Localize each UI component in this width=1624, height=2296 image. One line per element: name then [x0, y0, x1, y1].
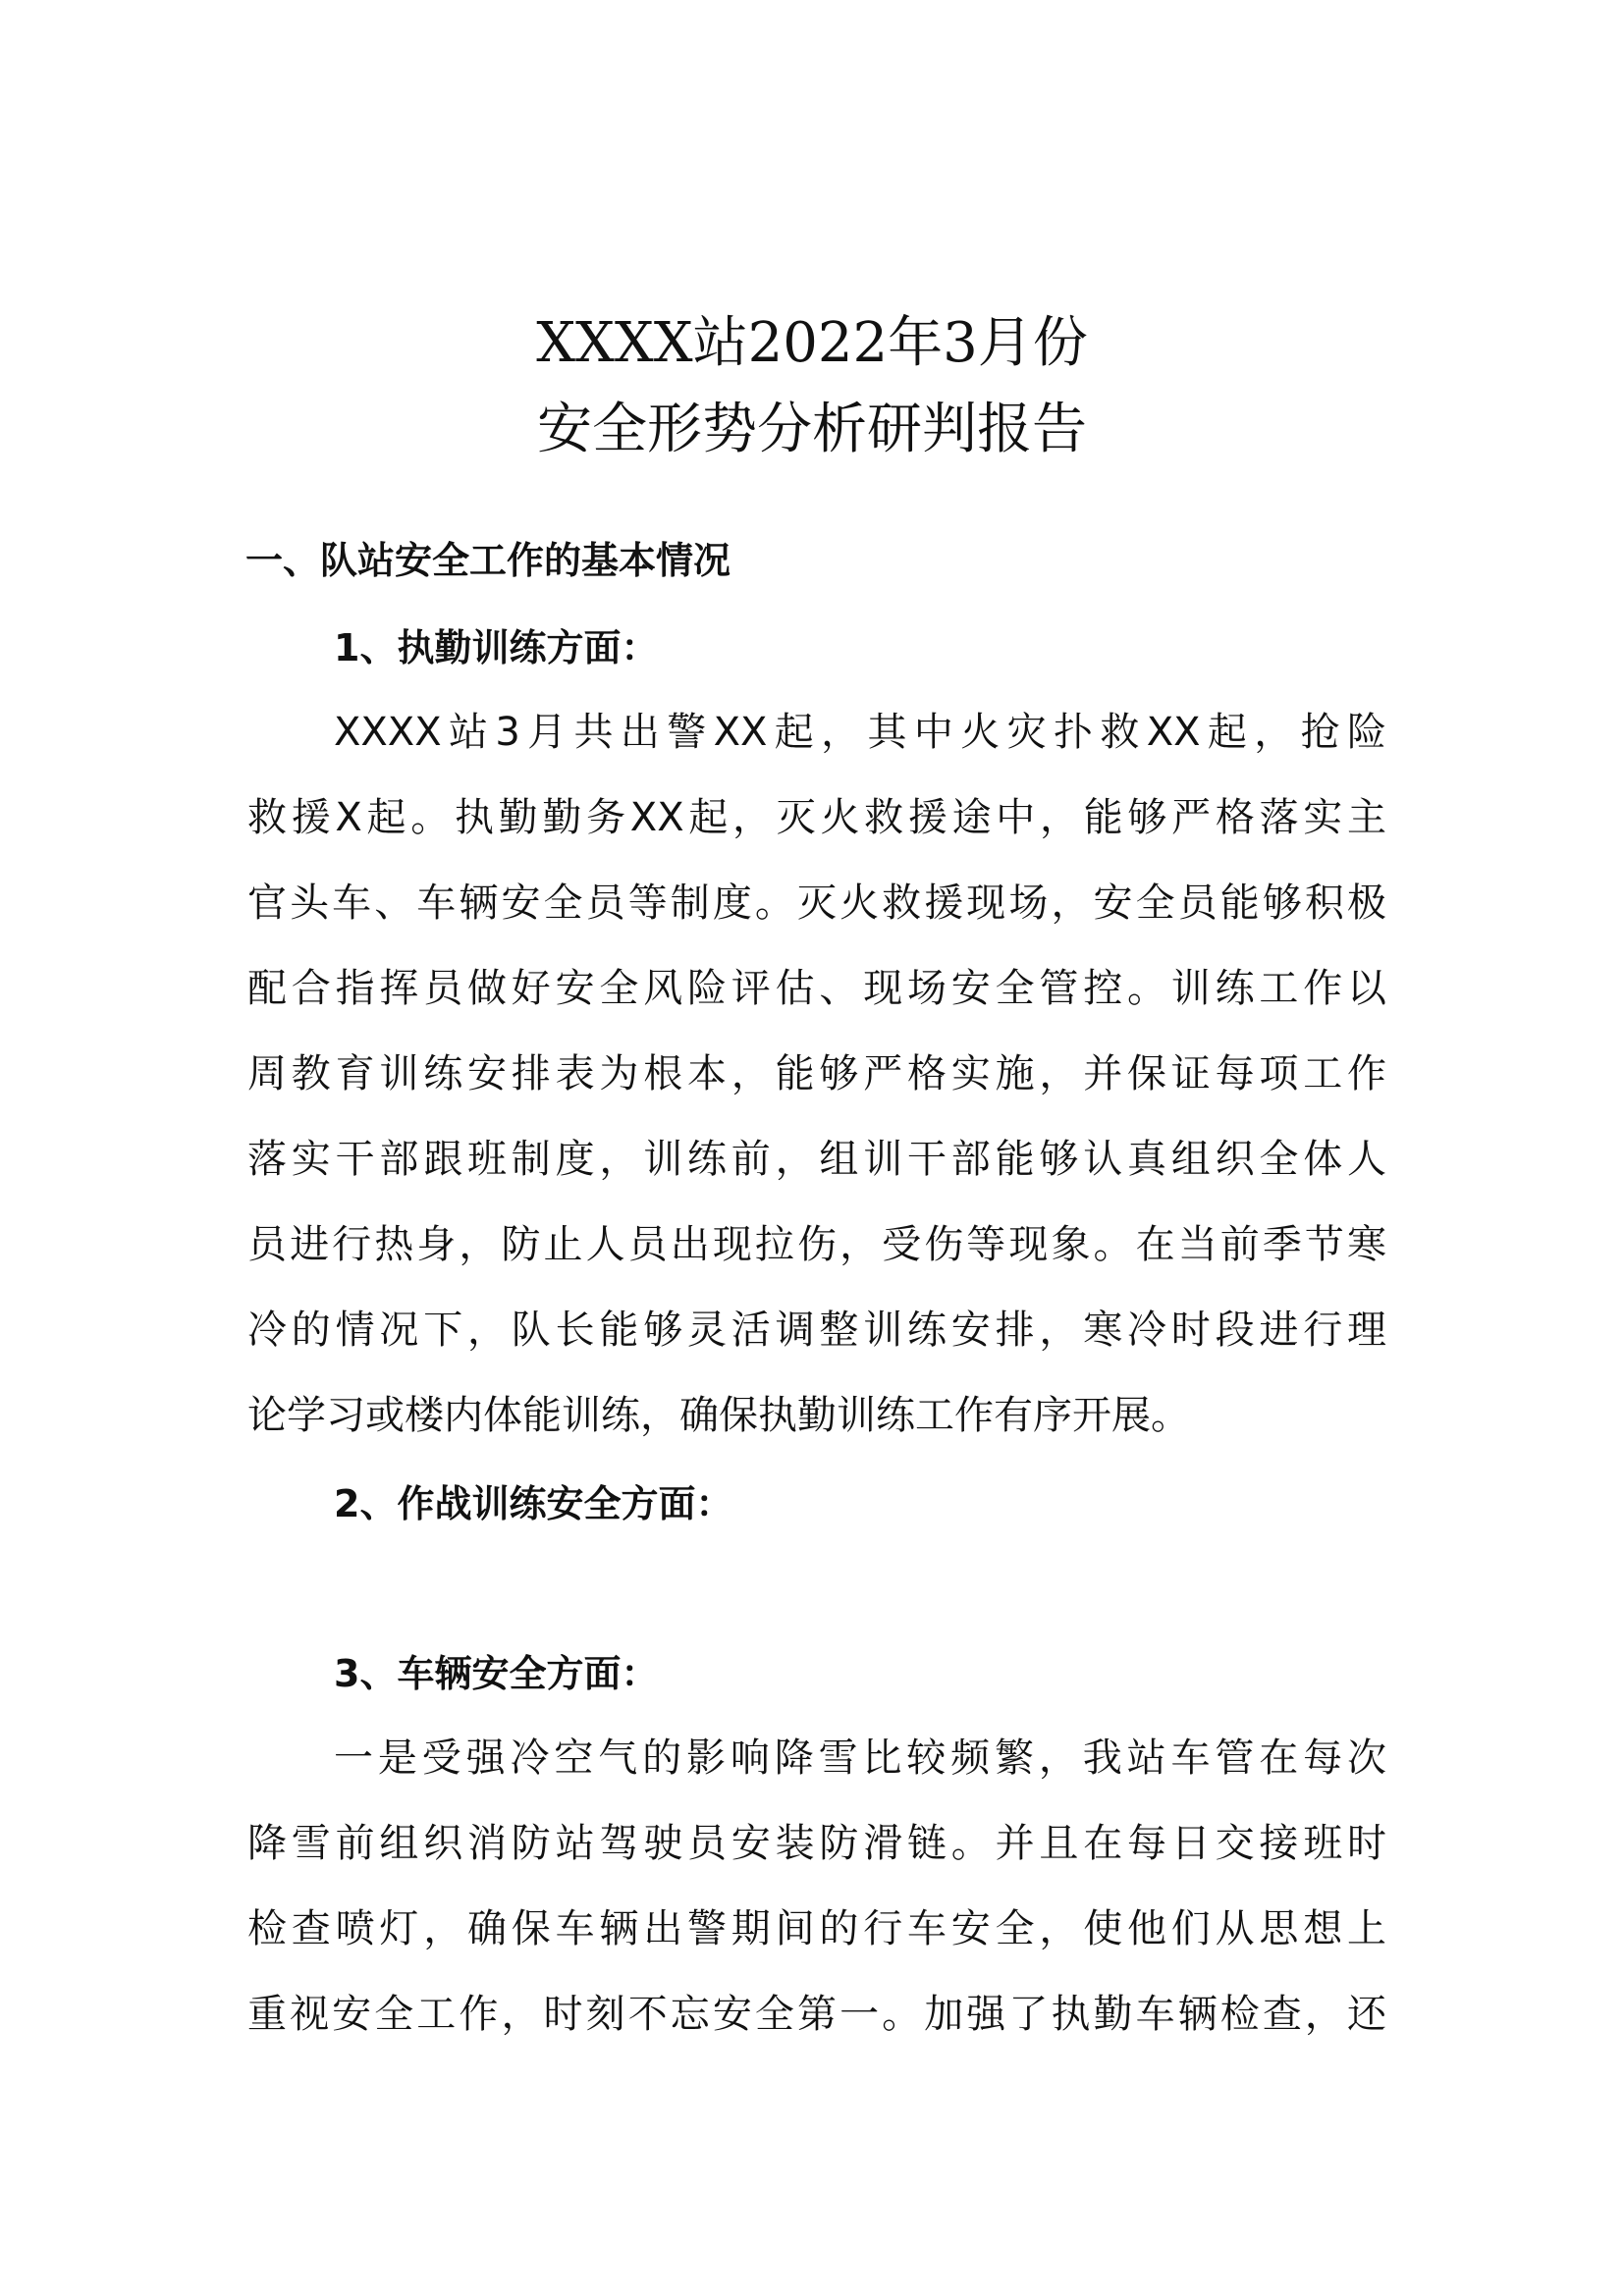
- section-heading-basic-situation: 一、队站安全工作的基本情况: [245, 539, 731, 582]
- subsection-heading-combat-training-safety: 2、作战训练安全方面：: [334, 1482, 733, 1525]
- paragraph-line: 救援X起。执勤勤务XX起，灭火救援途中，能够严格落实主: [247, 795, 1386, 840]
- paragraph-line: 冷的情况下，队长能够灵活调整训练安排，寒冷时段进行理: [247, 1308, 1386, 1353]
- paragraph-duty-training: [247, 690, 1386, 1459]
- paragraph-line: 落实干部跟班制度，训练前，组训干部能够认真组织全体人: [247, 1137, 1386, 1182]
- document-title-line-1: XXXX站2022年3月份: [536, 311, 1088, 375]
- document-title-line-2: 安全形势分析研判报告: [537, 398, 1087, 461]
- paragraph-line: 周教育训练安排表为根本，能够严格实施，并保证每项工作: [247, 1051, 1386, 1096]
- paragraph-line: 重视安全工作，时刻不忘安全第一。加强了执勤车辆检查，还: [247, 1992, 1386, 2037]
- paragraph-line: 降雪前组织消防站驾驶员安装防滑链。并且在每日交接班时: [247, 1821, 1386, 1866]
- subsection-heading-vehicle-safety: 3、车辆安全方面：: [334, 1652, 659, 1695]
- paragraph-line: 检查喷灯，确保车辆出警期间的行车安全，使他们从思想上: [247, 1906, 1386, 1951]
- paragraph-line: 一是受强冷空气的影响降雪比较频繁，我站车管在每次: [334, 1735, 1386, 1781]
- paragraph-line: 论学习或楼内体能训练，确保执勤训练工作有序开展。: [247, 1393, 1190, 1438]
- paragraph-line: 官头车、车辆安全员等制度。灭火救援现场，安全员能够积极: [247, 881, 1386, 926]
- paragraph-line: 员进行热身，防止人员出现拉伤，受伤等现象。在当前季节寒: [247, 1222, 1386, 1267]
- paragraph-line: XXXX站3月共出警XX起，其中火灾扑救XX起，抢险: [334, 710, 1386, 755]
- paragraph-line: 配合指挥员做好安全风险评估、现场安全管控。训练工作以: [247, 966, 1386, 1011]
- paragraph-vehicle-safety: [247, 1716, 1386, 2057]
- subsection-heading-duty-training: 1、执勤训练方面：: [334, 626, 659, 669]
